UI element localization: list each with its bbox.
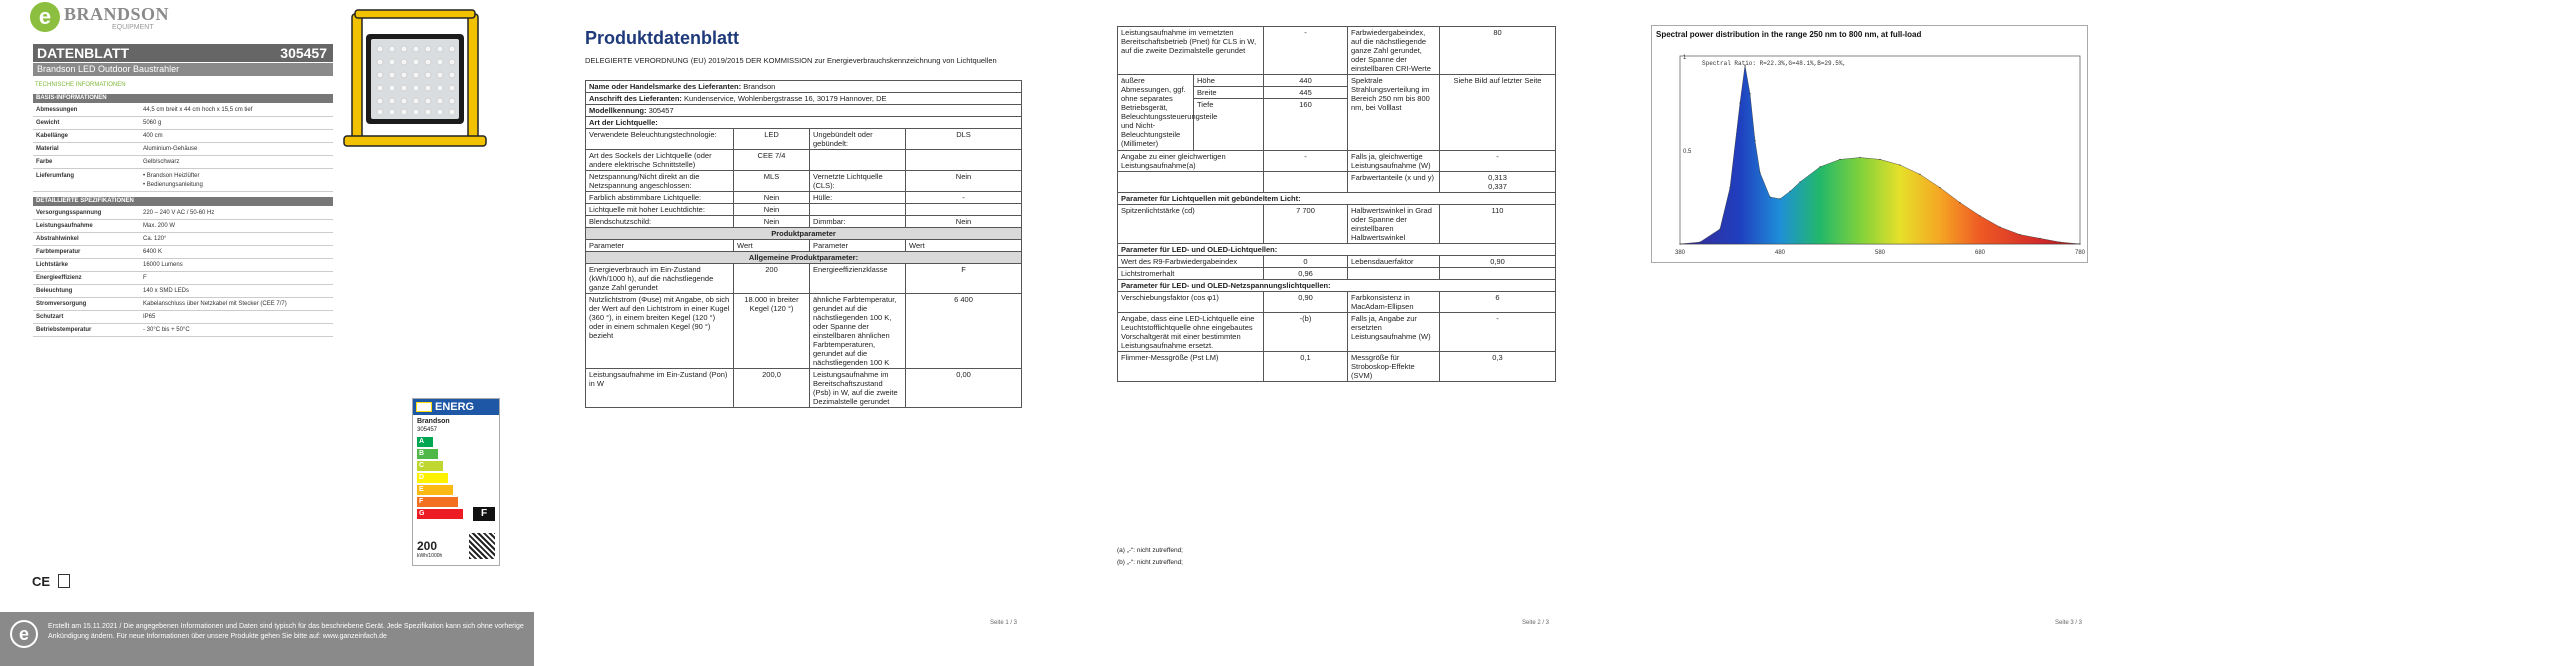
column-header: Wert [906,240,1022,252]
spec-key: Versorgungsspannung [36,210,102,216]
param-value: 110 [1440,205,1556,244]
param-label: Farbkonsistenz in MacAdam-Ellipsen [1348,292,1440,313]
param-value: 0,3 [1440,352,1556,382]
column-header: Wert [734,240,810,252]
page-number: Seite 1 / 3 [990,620,1018,626]
spec-key: Kabellänge [36,133,69,139]
param-value: Nein [734,204,810,216]
lieferumfang-item: • Brandson Heizlüfter [143,173,200,179]
param-label: Art des Sockels der Lichtquelle (oder andere elektrische Schnittstelle) [586,150,734,171]
spectral-chart-frame [1651,25,2088,263]
spec-value: 6400 K [143,249,163,255]
param-label: Wert des R9-Farbwiedergabeindex [1118,256,1264,268]
spectrum-point [1859,157,1860,158]
table-row [1118,205,1556,244]
param-label: Flimmer-Messgröße (Pst LM) [1118,352,1264,382]
y-tick-label: 1 [1683,55,1687,61]
param-label: Messgröße für Stroboskop-Effekte (SVM) [1348,352,1440,382]
spec-row-lieferumfang [33,170,333,192]
spectrum-point [1999,227,2000,228]
table-row [1118,352,1556,382]
spectrum-point [1899,164,1900,165]
energy-class-bar: B [417,449,438,459]
spec-key: Farbe [36,159,53,165]
spec-key: Lichtstärke [36,262,69,268]
spectrum-point [1839,159,1840,160]
param-value: Nein [906,216,1022,228]
datasheet-title-text: DATENBLATT [37,45,130,61]
energy-label-title: ENERG [413,399,499,415]
param-label: Farbwertanteile (x und y) [1348,172,1440,193]
spec-value: 400 cm [143,133,163,139]
brand-name: BRANDSON [64,4,170,24]
param-label: Spitzenlichtstärke (cd) [1118,205,1264,244]
detail-spec-header: DETAILLIERTE SPEZIFIKATIONEN [33,197,333,206]
spec-value [143,172,333,191]
x-tick-label: 580 [1874,250,1886,256]
param-value: Nein [906,171,1022,192]
chroma-y: 0,337 [1488,182,1507,191]
param-label: Netzspannung/Nicht direkt an die Netzspannung angeschlossen: [586,171,734,192]
dim-value: 445 [1264,87,1348,99]
table-row [1118,27,1556,75]
table-row [1118,151,1556,172]
spectrum-point [1779,198,1780,199]
energy-label [412,398,500,566]
y-tick-label: 0.5 [1683,149,1692,155]
param-value: 6 400 [906,294,1022,369]
param-value: - [906,192,1022,204]
footer-logo-icon: e [10,620,38,648]
basis-info-header: BASIS-INFORMATIONEN [33,94,333,103]
param-value: CEE 7/4 [734,150,810,171]
spec-row [33,233,333,246]
footer [0,612,534,666]
datasheet-title [33,44,333,62]
param-value: Nein [734,192,810,204]
page-number: Seite 2 / 3 [1522,620,1550,626]
energy-kwh-unit: kWh/1000h [417,553,443,559]
lieferumfang-item: • Bedienungsanleitung [143,182,203,188]
light-type-header: Art der Lichtquelle: [586,117,1022,129]
energy-label-model: 305457 [417,427,438,433]
table-row [1118,313,1556,352]
param-value: 0,00 [906,369,1022,408]
spectrum-point [1739,102,1740,103]
spec-row [33,259,333,272]
table-row [1118,256,1556,268]
spec-row [33,117,333,130]
spec-key: Gewicht [36,120,60,126]
param-label: Angabe zu einer gleichwertigen Leistungsaufnahme(a) [1118,151,1264,172]
param-label: äußere Abmessungen, ggf. ohne separates Betriebsgerät, Beleuchtungssteuerungsteile und Nicht-Beleuchtungsteile (Millimeter) [1118,75,1194,151]
spec-key: Leistungsaufnahme [36,223,93,229]
param-value: Siehe Bild auf letzter Seite [1440,75,1556,151]
energy-kwh: 200 [417,539,438,553]
spectrum-point [1919,174,1920,175]
param-label: Ungebündelt oder gebündelt: [810,129,906,150]
dim-value: 440 [1264,75,1348,87]
spec-row [33,272,333,285]
spectrum-point [2059,242,2060,243]
spec-key: Material [36,146,59,152]
param-label: Halbwertswinkel in Grad oder Spanne der einstellbaren Halbwertswinkel [1348,205,1440,244]
general-params-header: Allgemeine Produktparameter: [586,252,1022,264]
floodlight-image [340,4,490,154]
brand-sub: EQUIPMENT [112,24,154,31]
brand-logo-icon: e [30,2,60,32]
table-row [586,192,1022,204]
param-label: Leistungsaufnahme im Ein-Zustand (Pon) in W [586,369,734,408]
param-value: 200,0 [734,369,810,408]
param-label: Verschiebungsfaktor (cos φ1) [1118,292,1264,313]
spec-value: Kabelanschluss über Netzkabel mit Stecker (CEE 7/7) [143,301,287,307]
energy-class-bar: F [417,497,458,507]
param-value: Nein [734,216,810,228]
pdb-table-page2 [1117,26,1556,382]
supplier-name-label: Name oder Handelsmarke des Lieferanten: [589,82,742,91]
spec-row [33,285,333,298]
param-label: Blendschutzschild: [586,216,734,228]
pdb-title: Produktdatenblatt [585,28,740,48]
product-subtitle: Brandson LED Outdoor Baustrahler [33,63,333,76]
table-row [1118,292,1556,313]
param-label: Farblich abstimmbare Lichtquelle: [586,192,734,204]
table-row [586,264,1022,294]
param-label: Farbwiedergabeindex, auf die nächstliegende ganze Zahl gerundet, oder Spanne der einstellbaren CRI-Werte [1348,27,1440,75]
mains-header: Parameter für LED- und OLED-Netzspannungslichtquellen: [1118,280,1556,292]
spec-row [33,104,333,117]
param-value: 18.000 in breiter Kegel (120 °) [734,294,810,369]
x-tick-label: 680 [1974,250,1986,256]
param-label: Leistungsaufnahme im Bereitschaftszustand (Psb) in W, auf die zweite Dezimalstelle gerundet [810,369,906,408]
model-label: Modellkennung: [589,106,647,115]
spec-row [33,311,333,324]
param-label: Lichtstromerhalt [1118,268,1264,280]
param-value: 7 700 [1264,205,1348,244]
eu-flag-icon [416,402,432,412]
spec-key: Energieeffizienz [36,275,82,281]
spec-row [33,207,333,220]
spec-value: 16000 Lumens [143,262,183,268]
energy-label-brand: Brandson [417,418,450,425]
spectrum-point [1699,242,1700,243]
led-header: Parameter für LED- und OLED-Lichtquellen: [1118,244,1556,256]
spec-value: 5060 g [143,120,162,126]
dim-value: 160 [1264,99,1348,151]
energy-rating: F [473,507,495,521]
supplier-addr-label: Anschrift des Lieferanten: [589,94,682,103]
spec-row [33,130,333,143]
param-label: Falls ja, gleichwertige Leistungsaufnahme (W) [1348,151,1440,172]
spectrum-point [1754,140,1755,141]
ce-mark: CE [32,574,51,589]
param-value: MLS [734,171,810,192]
chart-title: Spectral power distribution in the range 250 nm to 800 nm, at full-load [1656,30,1922,39]
param-label: Verwendete Beleuchtungstechnologie: [586,129,734,150]
param-label: Leistungsaufnahme im vernetzten Bereitschaftsbetrieb (Pnet) für CLS in W, auf die zweite Dezimalstelle gerundet [1118,27,1264,75]
spec-key: Betriebstemperatur [36,327,92,333]
dim-label: Breite [1194,87,1264,99]
param-label: ähnliche Farbtemperatur, gerundet auf die nächstliegenden 100 K, oder Spanne der einstellbaren ähnlichen Farbtemperaturen, gerundet auf die nächstliegenden 100 K [810,294,906,369]
spectrum-point [1769,196,1770,197]
spectrum-point [1729,187,1730,188]
spectrum-point [1759,172,1760,173]
spec-value: 140 x SMD LEDs [143,288,190,294]
param-value: LED [734,129,810,150]
param-label: Energieverbrauch im Ein-Zustand (kWh/1000 h), auf die nächstliegende ganze Zahl gerundet [586,264,734,294]
param-value: DLS [906,129,1022,150]
spectral-ratio-annotation: Spectral Ratio: R=22.3%,G=48.1%,B=29.5%, [1702,60,1847,67]
footnote-b: (b) „-“: nicht zutreffend; [1117,559,1183,566]
spec-key: Abmessungen [36,107,78,113]
spec-key: Farbtemperatur [36,249,81,255]
energy-class-bar: D [417,473,448,483]
spec-value: F [143,275,147,281]
param-value: - [1264,151,1348,172]
energy-class-bar: E [417,485,453,495]
spectrum-point [2079,243,2080,244]
article-number: 305457 [280,45,327,61]
spec-value: IP65 [143,314,156,320]
spectrum-point [1749,93,1750,94]
spec-value: Gelb/schwarz [143,159,180,165]
table-row [1118,75,1556,87]
spectrum-point [1939,187,1940,188]
param-label: Nutzlichtstrom (Φuse) mit Angabe, ob sich der Wert auf den Lichtstrom in einer Kugel (360 °), in einem breiten Kegel (120 °) oder in einem schmalen Kegel (90 °) bezieht [586,294,734,369]
spec-value: - 30°C bis + 50°C [143,327,190,333]
datasheet-page [0,0,534,666]
table-row [586,294,1022,369]
param-label: Energieeffizienzklasse [810,264,906,294]
param-value: - [1440,151,1556,172]
param-value: - [1264,27,1348,75]
param-value: F [906,264,1022,294]
spec-value: Max. 200 W [143,223,176,229]
spectrum-point [1819,166,1820,167]
spectrum-point [1789,191,1790,192]
spec-key: Schutzart [36,314,64,320]
spec-value: Ca. 120° [143,236,167,242]
spec-row [33,220,333,233]
param-value: 6 [1440,292,1556,313]
model-value: 305457 [648,106,674,115]
params-header: Produktparameter [586,228,1022,240]
param-label: Lebensdauerfaktor [1348,256,1440,268]
param-value: 0,90 [1264,292,1348,313]
param-value: 200 [734,264,810,294]
energy-class-bar: G [417,509,463,519]
supplier-name: Brandson [743,82,776,91]
spec-row [33,246,333,259]
param-label: Falls ja, Angabe zur ersetzten Leistungsaufnahme (W) [1348,313,1440,352]
spec-row [33,298,333,311]
param-value: 0,90 [1440,256,1556,268]
spec-key: Lieferumfang [36,173,75,179]
weee-bin-icon [58,574,70,588]
footer-text: Erstellt am 15.11.2021 / Die angegebenen Informationen und Daten sind typisch für das beschriebene Gerät. Jede Spezifikation kann sich ohne vorherige Ankündigung ändern. Für neue Informationen über unsere Produkte gehen Sie bitte auf: www.ganzeinfach.de [48,623,524,640]
param-label: Lichtquelle mit hoher Leuchtdichte: [586,204,734,216]
spectrum-point [1959,202,1960,203]
param-value: 0 [1264,256,1348,268]
spectrum-point [1719,228,1720,229]
param-value: - [1440,313,1556,352]
spec-key: Beleuchtung [36,288,73,294]
supplier-addr: Kundenservice, Wohlenbergstrasse 16, 30179 Hannover, DE [684,94,887,103]
table-row [586,129,1022,150]
tech-info-label: TECHNISCHE INFORMATIONEN [35,82,126,88]
param-label: Spektrale Strahlungsverteilung im Bereich 250 nm bis 800 nm, bei Volllast [1348,75,1440,151]
chroma-x: 0,313 [1488,173,1507,182]
energy-class-bar: A [417,437,433,447]
spec-row [33,143,333,156]
param-value: 0,1 [1264,352,1348,382]
spec-value: 44,5 cm breit x 44 cm hoch x 15,5 cm tief [143,107,253,113]
column-header: Parameter [810,240,906,252]
x-tick-label: 780 [2074,250,2086,256]
dim-label: Höhe [1194,75,1264,87]
x-tick-label: 380 [1674,250,1686,256]
spectrum-point [1979,215,1980,216]
spec-key: Abstrahlwinkel [36,236,79,242]
param-label: Dimmbar: [810,216,906,228]
pdb-table-page1 [585,80,1022,408]
table-row [586,369,1022,408]
spec-value: 220 – 240 V AC / 50-60 Hz [143,210,215,216]
table-row [586,150,1022,171]
spectrum-point [2019,234,2020,235]
param-value: 80 [1440,27,1556,75]
param-label: Hülle: [810,192,906,204]
table-row [586,216,1022,228]
spec-row [33,324,333,337]
energy-class-bar: C [417,461,443,471]
spectrum-point [1799,181,1800,182]
table-row [586,204,1022,216]
spec-value: Aluminium-Gehäuse [143,146,198,152]
spec-key: Stromversorgung [36,301,87,307]
x-tick-label: 480 [1774,250,1786,256]
dim-label: Tiefe [1194,99,1264,151]
spectrum-point [1679,243,1680,244]
directional-header: Parameter für Lichtquellen mit gebündeltem Licht: [1118,193,1556,205]
page-number: Seite 3 / 3 [2055,620,2083,626]
spectrum-point [2039,238,2040,239]
table-row [586,171,1022,192]
spec-row [33,156,333,169]
column-header: Parameter [586,240,734,252]
table-row [1118,172,1556,193]
param-value: 0,96 [1264,268,1348,280]
footnote-a: (a) „-“: nicht zutreffend; [1117,547,1183,554]
table-row [1118,268,1556,280]
spectrum-point [1879,159,1880,160]
param-value: -(b) [1264,313,1348,352]
qr-code-icon [469,533,495,559]
param-label: Vernetzte Lichtquelle (CLS): [810,171,906,192]
param-label: Angabe, dass eine LED-Lichtquelle eine Leuchtstofflichtquelle ohne eingebautes Vorschaltgerät mit einer bestimmten Leistungsaufnahme ersetzt. [1118,313,1264,352]
pdb-regulation: DELEGIERTE VERORDNUNG (EU) 2019/2015 DER KOMMISSION zur Energieverbrauchskennzeichnung von Lichtquellen [585,56,997,65]
